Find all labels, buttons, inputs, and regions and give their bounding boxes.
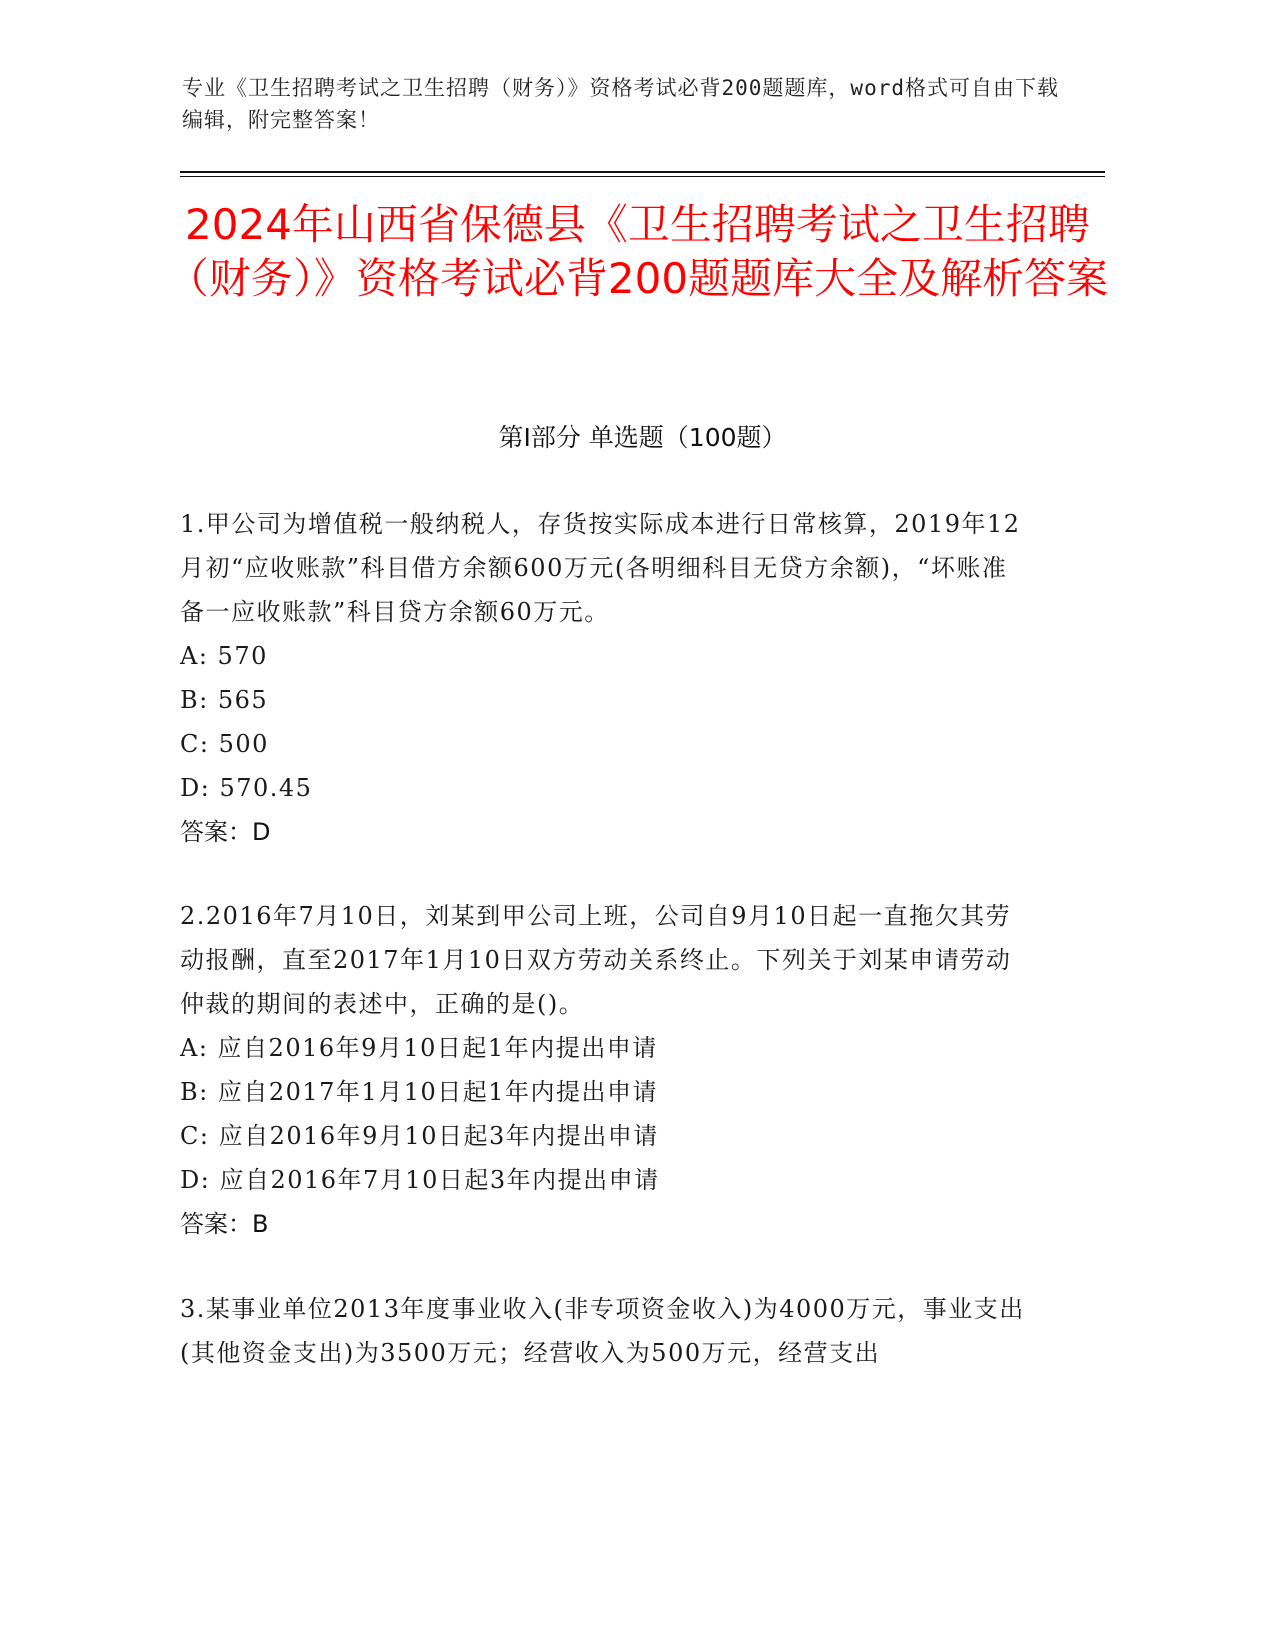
option-c: C: 500 — [180, 730, 269, 758]
document-title: 2024年山西省保德县《卫生招聘考试之卫生招聘（财务）》资格考试必背200题题库大全及解析答案 — [166, 200, 1109, 303]
answer-line: 答案：D — [180, 818, 271, 846]
answer-line: 答案：B — [180, 1210, 269, 1238]
option-c: C: 应自2016年9月10日起3年内提出申请 — [180, 1122, 659, 1150]
question-2 — [180, 894, 1030, 1246]
option-b: B: 应自2017年1月10日起1年内提出申请 — [180, 1078, 659, 1106]
section-title: 第I部分 单选题（100题） — [498, 423, 787, 452]
header-divider-thick — [180, 171, 1105, 173]
header-note: 专业《卫生招聘考试之卫生招聘（财务）》资格考试必背200题题库，word格式可自由下载编辑，附完整答案！ — [182, 76, 1059, 132]
question-3 — [180, 1287, 1030, 1375]
question-stem: 2.2016年7月10日，刘某到甲公司上班，公司自9月10日起一直拖欠其劳动报酬，直至2017年1月10日双方劳动关系终止。下列关于刘某申请劳动仲裁的期间的表述中，正确的是()。 — [180, 902, 1012, 1018]
option-b: B: 565 — [180, 686, 269, 714]
option-d: D: 应自2016年7月10日起3年内提出申请 — [180, 1166, 660, 1194]
question-1 — [180, 502, 1030, 854]
header-divider-thin — [180, 176, 1105, 177]
question-stem: 3.某事业单位2013年度事业收入(非专项资金收入)为4000万元，事业支出(其他资金支出)为3500万元；经营收入为500万元，经营支出 — [180, 1295, 1025, 1367]
option-d: D: 570.45 — [180, 774, 313, 802]
option-a: A: 570 — [180, 642, 268, 670]
question-stem: 1.甲公司为增值税一般纳税人，存货按实际成本进行日常核算，2019年12月初“应收账款”科目借方余额600万元(各明细科目无贷方余额)，“坏账准备一应收账款”科目贷方余额60万元。 — [180, 510, 1021, 626]
option-a: A: 应自2016年9月10日起1年内提出申请 — [180, 1034, 658, 1062]
